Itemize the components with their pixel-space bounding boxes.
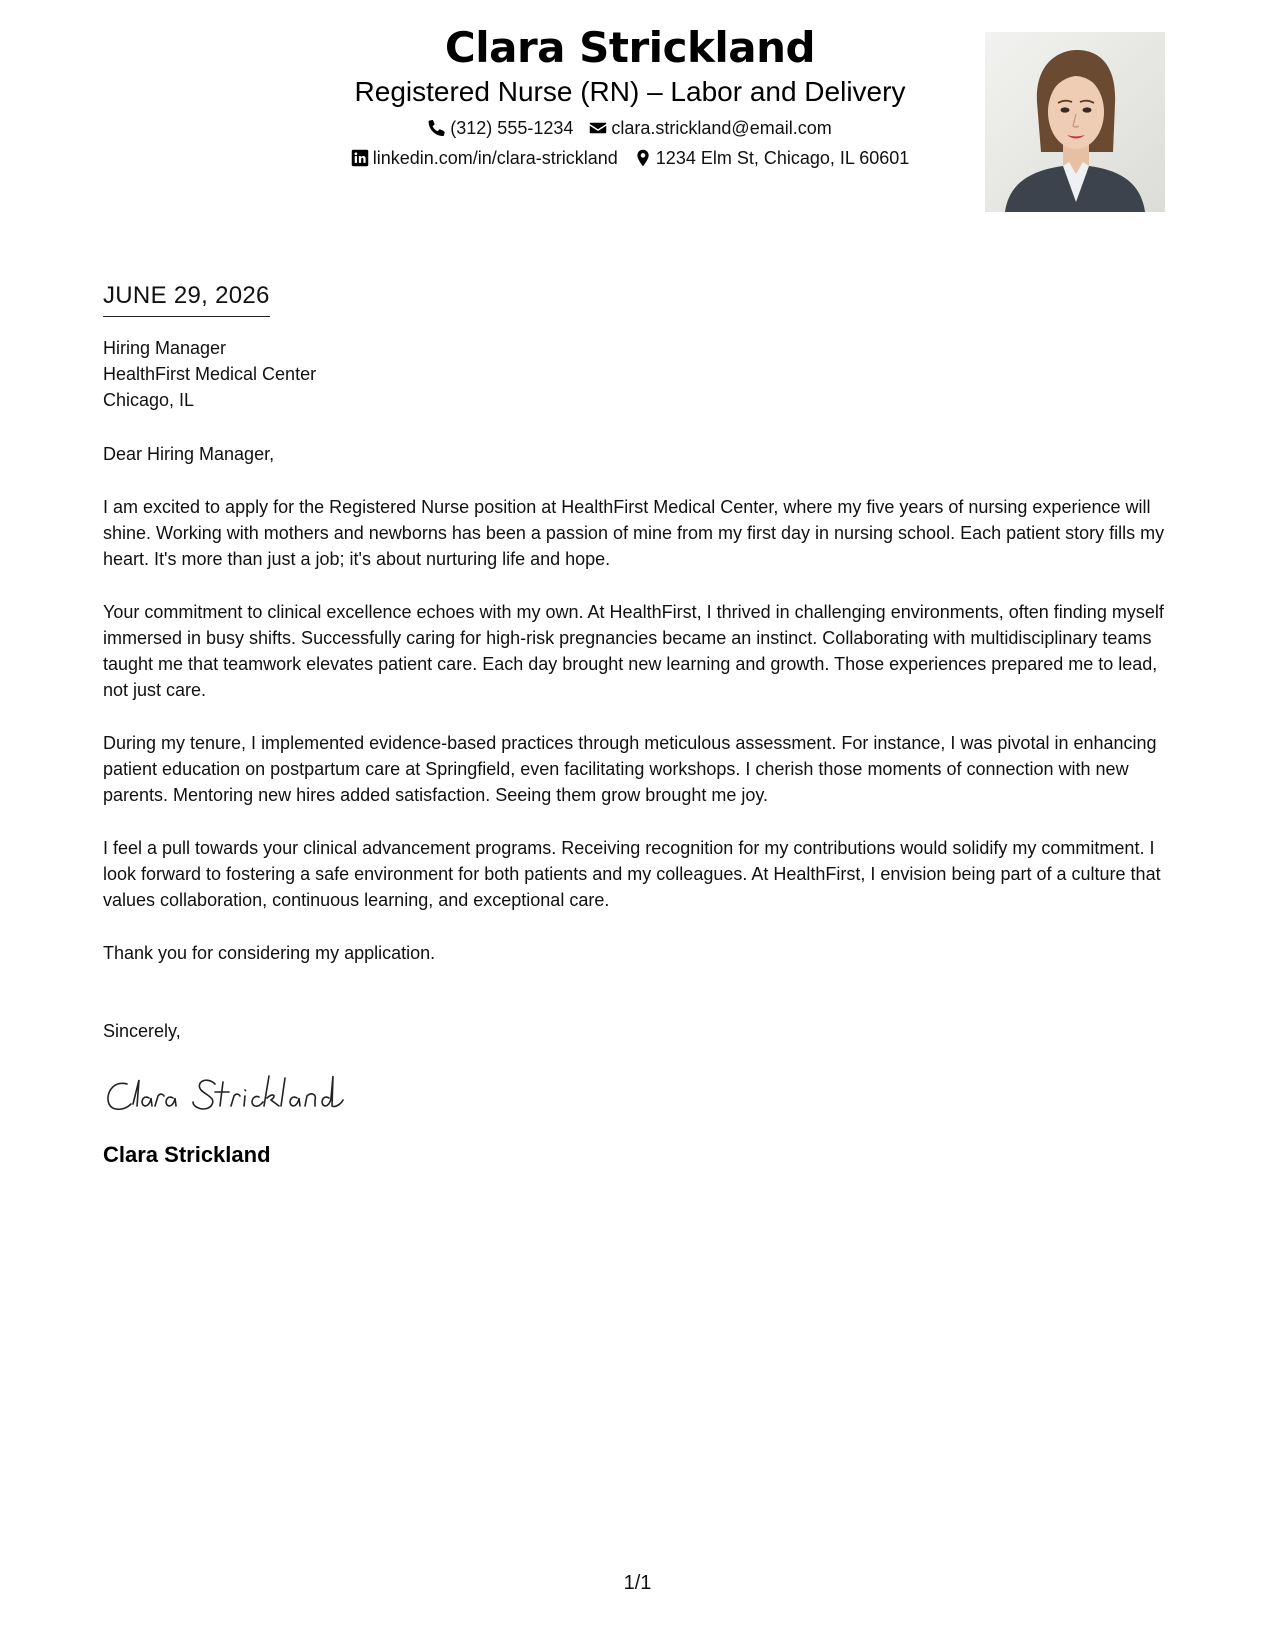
contact-linkedin <box>351 146 618 170</box>
recipient-block <box>103 335 1183 413</box>
applicant-name: Clara Strickland <box>444 23 816 72</box>
page-number: 1/1 <box>623 1572 652 1594</box>
handwritten-signature <box>103 1072 373 1118</box>
paragraph-3: During my tenure, I implemented evidence-based practices through meticulous assessment. For instance, I was pivotal in enhancing patient education on postpartum care at Springfield, even facilitating workshops. I cherish those moments of connection with new parents. Mentoring new hires added satisfaction. Seeing them grow brought me joy. <box>103 733 1157 805</box>
phone-icon <box>428 119 446 137</box>
address-text: 1234 Elm St, Chicago, IL 60601 <box>655 148 910 168</box>
envelope-icon <box>589 119 607 137</box>
paragraph-4: I feel a pull towards your clinical advancement programs. Receiving recognition for my contributions would solidify my commitment. I look forward to fostering a safe environment for both patients and my colleagues. At HealthFirst, I envision being part of a culture that values collaboration, continuous learning, and exceptional care. <box>103 838 1161 910</box>
linkedin-text: linkedin.com/in/clara-strickland <box>372 148 618 168</box>
paragraph-1: I am excited to apply for the Registered Nurse position at HealthFirst Medical Center, where my five years of nursing experience will shine. Working with mothers and newborns has been a passion of mine from my first day in nursing school. Each patient story fills my heart. It's more than just a job; it's about nurturing life and hope. <box>103 497 1165 569</box>
signed-name: Clara Strickland <box>103 1142 271 1167</box>
letter-date: JUNE 29, 2026 <box>103 278 270 317</box>
contact-phone <box>428 116 573 140</box>
letter-body <box>103 278 1183 1170</box>
email-text: clara.strickland@email.com <box>611 118 832 138</box>
phone-text: (312) 555-1234 <box>450 118 574 138</box>
map-pin-icon <box>634 149 652 167</box>
linkedin-icon <box>351 149 369 167</box>
recipient-line-location: Chicago, IL <box>103 390 195 410</box>
contact-address <box>634 146 910 170</box>
profile-photo <box>985 32 1165 212</box>
recipient-line-title: Hiring Manager <box>103 338 227 358</box>
applicant-role: Registered Nurse (RN) – Labor and Delivery <box>354 76 906 107</box>
recipient-line-company: HealthFirst Medical Center <box>103 364 317 384</box>
paragraph-2: Your commitment to clinical excellence echoes with my own. At HealthFirst, I thrived in challenging environments, often finding myself immersed in busy shifts. Successfully caring for high-risk pregnancies became an instinct. Collaborating with multidisciplinary teams taught me that teamwork elevates patient care. Each day brought new learning and growth. Those experiences prepared me to lead, not just care. <box>103 602 1164 700</box>
closing: Sincerely, <box>103 1021 181 1041</box>
contact-email <box>589 116 831 140</box>
greeting: Dear Hiring Manager, <box>103 444 275 464</box>
thanks-line: Thank you for considering my application. <box>103 943 436 963</box>
